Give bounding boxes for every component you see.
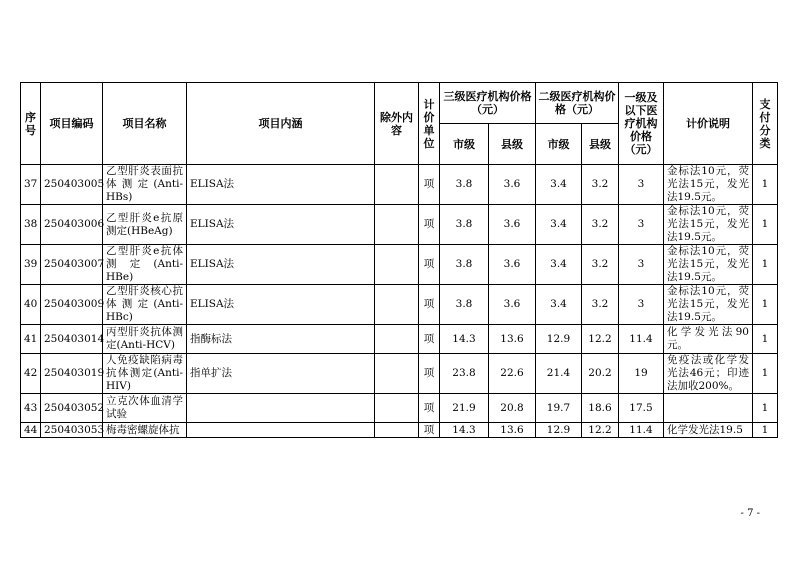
cell-unit: 项 bbox=[419, 205, 440, 245]
cell-l2-city: 12.9 bbox=[536, 423, 582, 438]
col-level2-county: 县级 bbox=[582, 124, 619, 165]
cell-seq: 44 bbox=[21, 423, 41, 438]
col-level2-city: 市级 bbox=[536, 124, 582, 165]
cell-content: ELISA法 bbox=[187, 205, 375, 245]
cell-content bbox=[187, 394, 375, 423]
cell-code: 250403006 bbox=[41, 205, 103, 245]
cell-excluded bbox=[375, 354, 419, 394]
cell-excluded bbox=[375, 205, 419, 245]
cell-l3-city: 14.3 bbox=[440, 325, 489, 354]
cell-l1: 3 bbox=[619, 165, 664, 205]
cell-content: ELISA法 bbox=[187, 165, 375, 205]
cell-name: 梅毒密螺旋体抗 bbox=[103, 423, 187, 438]
cell-unit: 项 bbox=[419, 423, 440, 438]
cell-l1: 17.5 bbox=[619, 394, 664, 423]
price-table bbox=[20, 82, 778, 438]
cell-l3-city: 21.9 bbox=[440, 394, 489, 423]
cell-l2-county: 3.2 bbox=[582, 165, 619, 205]
cell-l1: 11.4 bbox=[619, 325, 664, 354]
page-number: - 7 - bbox=[740, 508, 760, 519]
cell-code: 250403019 bbox=[41, 354, 103, 394]
cell-l2-city: 3.4 bbox=[536, 205, 582, 245]
cell-l3-city: 23.8 bbox=[440, 354, 489, 394]
cell-name: 乙型肝炎e抗体测定(Anti-HBe) bbox=[103, 245, 187, 285]
cell-l3-city: 14.3 bbox=[440, 423, 489, 438]
col-level3-county: 县级 bbox=[489, 124, 536, 165]
cell-payment: 1 bbox=[753, 165, 778, 205]
cell-note: 化学发光法90元。 bbox=[664, 325, 753, 354]
cell-l3-city: 3.8 bbox=[440, 245, 489, 285]
cell-payment: 1 bbox=[753, 245, 778, 285]
cell-l2-county: 3.2 bbox=[582, 205, 619, 245]
cell-excluded bbox=[375, 423, 419, 438]
cell-l3-county: 3.6 bbox=[489, 285, 536, 325]
cell-payment: 1 bbox=[753, 354, 778, 394]
cell-l2-city: 19.7 bbox=[536, 394, 582, 423]
cell-code: 250403007 bbox=[41, 245, 103, 285]
cell-excluded bbox=[375, 165, 419, 205]
cell-payment: 1 bbox=[753, 394, 778, 423]
cell-excluded bbox=[375, 325, 419, 354]
cell-content: 指酶标法 bbox=[187, 325, 375, 354]
col-code: 项目编码 bbox=[41, 83, 103, 165]
cell-l2-city: 3.4 bbox=[536, 165, 582, 205]
cell-note: 化学发光法19.5 bbox=[664, 423, 753, 438]
cell-name: 丙型肝炎抗体测定(Anti-HCV) bbox=[103, 325, 187, 354]
col-unit: 计价单位 bbox=[419, 83, 440, 165]
cell-l1: 3 bbox=[619, 205, 664, 245]
cell-excluded bbox=[375, 394, 419, 423]
cell-note: 免疫法或化学发光法46元；印迹法加收200%。 bbox=[664, 354, 753, 394]
cell-payment: 1 bbox=[753, 285, 778, 325]
cell-l3-county: 22.6 bbox=[489, 354, 536, 394]
cell-content: ELISA法 bbox=[187, 245, 375, 285]
cell-l2-county: 18.6 bbox=[582, 394, 619, 423]
cell-l2-city: 12.9 bbox=[536, 325, 582, 354]
cell-l1: 3 bbox=[619, 285, 664, 325]
col-content: 项目内涵 bbox=[187, 83, 375, 165]
table-row bbox=[21, 205, 778, 245]
cell-l2-county: 3.2 bbox=[582, 285, 619, 325]
cell-unit: 项 bbox=[419, 245, 440, 285]
cell-name: 人免疫缺陷病毒抗体测定(Anti-HIV) bbox=[103, 354, 187, 394]
cell-l3-county: 13.6 bbox=[489, 325, 536, 354]
col-level3: 三级医疗机构价格（元） bbox=[440, 83, 536, 124]
cell-l2-county: 12.2 bbox=[582, 423, 619, 438]
header-row-top bbox=[21, 83, 778, 124]
cell-l3-city: 3.8 bbox=[440, 285, 489, 325]
cell-note: 金标法10元，荧光法15元，发光法19.5元。 bbox=[664, 205, 753, 245]
table-row bbox=[21, 394, 778, 423]
cell-code: 250403014 bbox=[41, 325, 103, 354]
col-seq: 序号 bbox=[21, 83, 41, 165]
cell-l1: 19 bbox=[619, 354, 664, 394]
cell-content: 指单扩法 bbox=[187, 354, 375, 394]
col-payment: 支付分类 bbox=[753, 83, 778, 165]
cell-payment: 1 bbox=[753, 325, 778, 354]
cell-content bbox=[187, 423, 375, 438]
cell-unit: 项 bbox=[419, 394, 440, 423]
cell-unit: 项 bbox=[419, 325, 440, 354]
cell-seq: 41 bbox=[21, 325, 41, 354]
table-row bbox=[21, 245, 778, 285]
table-row bbox=[21, 165, 778, 205]
cell-payment: 1 bbox=[753, 423, 778, 438]
cell-unit: 项 bbox=[419, 165, 440, 205]
cell-l3-county: 20.8 bbox=[489, 394, 536, 423]
cell-l2-city: 21.4 bbox=[536, 354, 582, 394]
cell-name: 乙型肝炎核心抗体测定(Anti-HBc) bbox=[103, 285, 187, 325]
cell-payment: 1 bbox=[753, 205, 778, 245]
col-level2: 二级医疗机构价格（元） bbox=[536, 83, 619, 124]
cell-l1: 11.4 bbox=[619, 423, 664, 438]
col-level1: 一级及以下医疗机构价格（元） bbox=[619, 83, 664, 165]
cell-content: ELISA法 bbox=[187, 285, 375, 325]
cell-l3-city: 3.8 bbox=[440, 205, 489, 245]
cell-code: 250403053 bbox=[41, 423, 103, 438]
cell-unit: 项 bbox=[419, 285, 440, 325]
cell-note: 金标法10元，荧光法15元，发光法19.5元。 bbox=[664, 285, 753, 325]
cell-note: 金标法10元，荧光法15元，发光法19.5元。 bbox=[664, 245, 753, 285]
cell-name: 乙型肝炎表面抗体测定(Anti-HBs) bbox=[103, 165, 187, 205]
cell-l3-county: 13.6 bbox=[489, 423, 536, 438]
cell-l3-county: 3.6 bbox=[489, 165, 536, 205]
cell-l2-city: 3.4 bbox=[536, 285, 582, 325]
cell-name: 乙型肝炎e抗原测定(HBeAg) bbox=[103, 205, 187, 245]
cell-seq: 39 bbox=[21, 245, 41, 285]
cell-l3-county: 3.6 bbox=[489, 205, 536, 245]
cell-l2-county: 3.2 bbox=[582, 245, 619, 285]
col-note: 计价说明 bbox=[664, 83, 753, 165]
cell-l2-county: 12.2 bbox=[582, 325, 619, 354]
cell-code: 250403052 bbox=[41, 394, 103, 423]
cell-seq: 38 bbox=[21, 205, 41, 245]
cell-seq: 37 bbox=[21, 165, 41, 205]
cell-l1: 3 bbox=[619, 245, 664, 285]
cell-unit: 项 bbox=[419, 354, 440, 394]
cell-l3-county: 3.6 bbox=[489, 245, 536, 285]
col-level3-city: 市级 bbox=[440, 124, 489, 165]
cell-excluded bbox=[375, 245, 419, 285]
cell-note bbox=[664, 394, 753, 423]
table-row bbox=[21, 325, 778, 354]
table-row bbox=[21, 423, 778, 438]
cell-excluded bbox=[375, 285, 419, 325]
cell-l3-city: 3.8 bbox=[440, 165, 489, 205]
cell-note: 金标法10元，荧光法15元，发光法19.5元。 bbox=[664, 165, 753, 205]
col-excluded: 除外内容 bbox=[375, 83, 419, 165]
cell-code: 250403005 bbox=[41, 165, 103, 205]
cell-seq: 40 bbox=[21, 285, 41, 325]
cell-code: 250403009 bbox=[41, 285, 103, 325]
cell-seq: 43 bbox=[21, 394, 41, 423]
cell-l2-county: 20.2 bbox=[582, 354, 619, 394]
cell-l2-city: 3.4 bbox=[536, 245, 582, 285]
cell-seq: 42 bbox=[21, 354, 41, 394]
col-name: 项目名称 bbox=[103, 83, 187, 165]
table-row bbox=[21, 354, 778, 394]
table-row bbox=[21, 285, 778, 325]
cell-name: 立克次体血清学试验 bbox=[103, 394, 187, 423]
